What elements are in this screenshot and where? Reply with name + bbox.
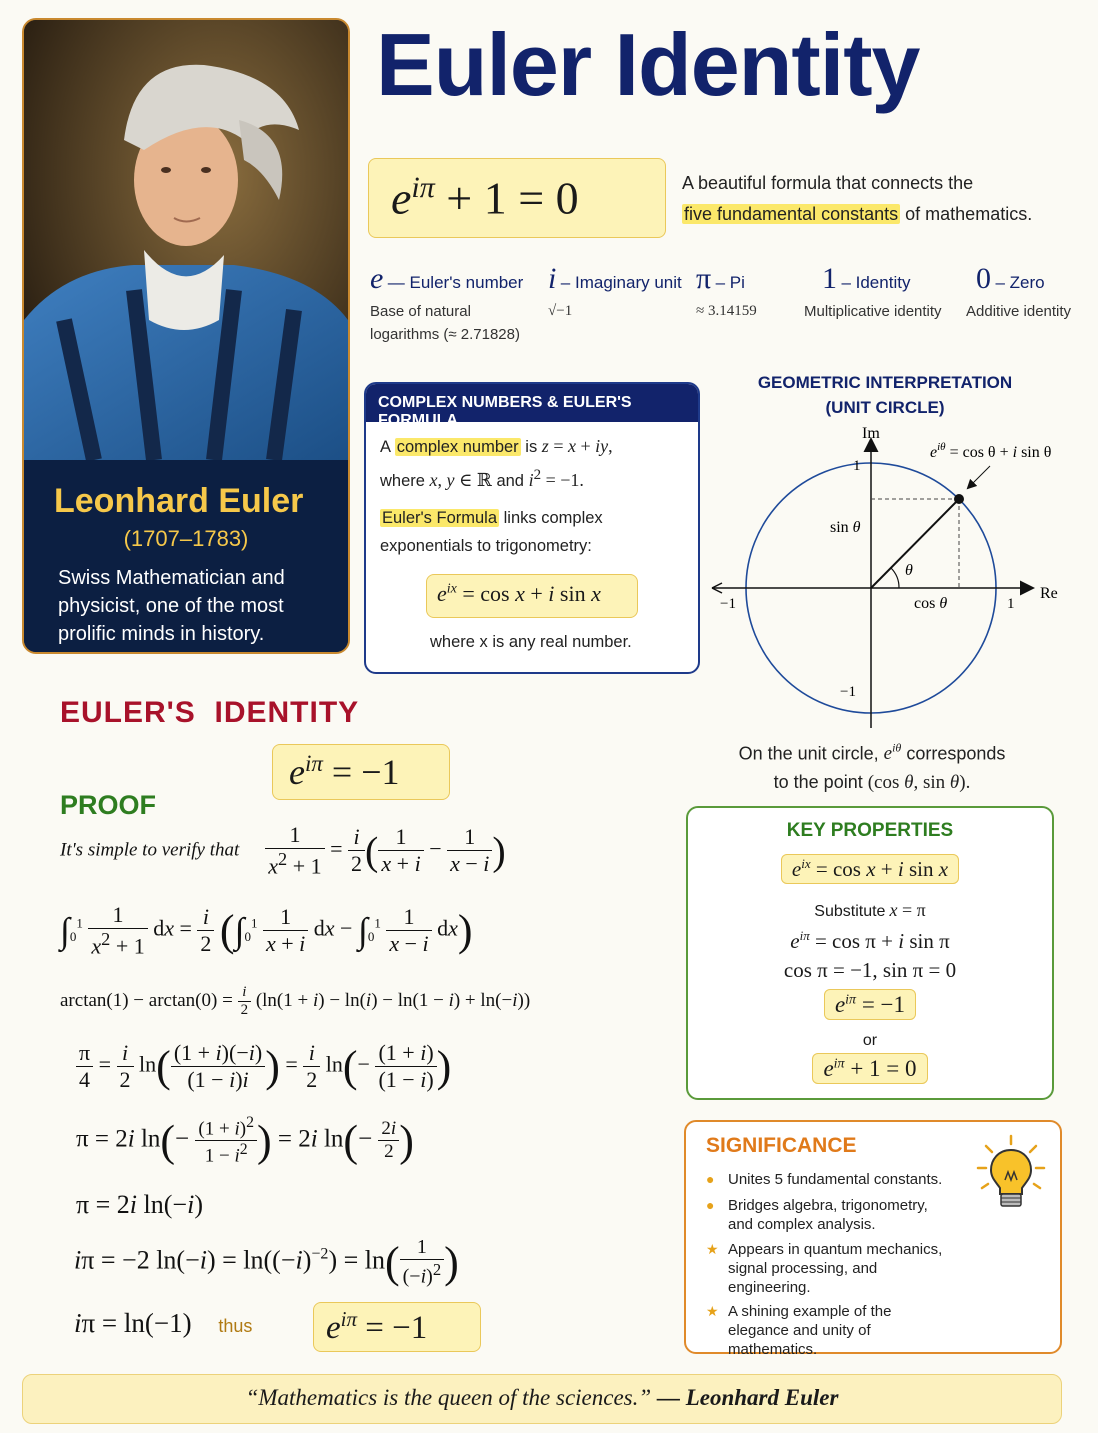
euler-portrait (24, 20, 348, 460)
bullet-icon: ● (706, 1197, 715, 1213)
constant-e (370, 262, 523, 346)
significance-item-text: Appears in quantum mechanics, signal processing, and engineering. (728, 1241, 943, 1296)
star-icon: ★ (706, 1241, 719, 1257)
kp-formula: $e^{ix} = \cos x + i$ sin x (688, 856, 1052, 882)
intro-line2: of mathematics. (905, 204, 1033, 224)
constant-name: — Euler's number (387, 273, 524, 292)
proof-intro: It's simple to verify that (60, 839, 240, 861)
eulers-formula-highlight: Euler's Formula (382, 509, 498, 527)
caption-part1: On the unit circle, (738, 743, 879, 764)
key-properties-title: KEY PROPERTIES (786, 820, 954, 841)
constant-desc: Additive identity (966, 303, 1072, 320)
kp-line-2: cos π = −1, sin π = 0 (783, 958, 957, 982)
geometric-title (730, 370, 1040, 420)
tick-label-top: 1 (853, 458, 861, 474)
text-where: where (380, 472, 425, 490)
constant-desc: Multiplicative identity (804, 303, 942, 320)
where-x-text: where x is any real number. (430, 633, 632, 651)
eulers-formula-text (380, 504, 603, 560)
complex-number-highlight: complex number (396, 438, 519, 456)
constant-i (548, 262, 682, 323)
caption-part2: corresponds (906, 743, 1006, 764)
constant-desc: Base of natural (370, 303, 471, 320)
sin-label: sin θ (830, 519, 861, 536)
significance-item (706, 1240, 956, 1297)
bullet-icon: ● (706, 1171, 715, 1187)
constant-symbol: e (370, 262, 384, 295)
text-links-2: exponentials to trigonometry: (380, 537, 592, 555)
proof-heading: PROOF (60, 790, 157, 820)
tick-label-bottom: −1 (840, 684, 856, 700)
identity-heading: EULER'S IDENTITY (60, 696, 360, 729)
point-formula-label: $e^{i\theta} = \cos \theta + i$ sin θ (930, 441, 1052, 461)
proof-line-4: $\frac{\pi}{4}$ = $\frac{i}{2}$ ln( $\frac{(1 + i)(-i)}{(1 - i)i}$ ) = $\frac{i}{2}$ ln(− $\frac{(1 + i)}{(1 - i)}$ ) (76, 1040, 451, 1093)
geometric-title-line1: GEOMETRIC INTERPRETATION (757, 373, 1013, 392)
text-is: is (525, 438, 538, 456)
text-and: and (496, 472, 524, 490)
complex-numbers-box (364, 382, 700, 674)
angle-arc (891, 568, 899, 588)
constant-desc-2: logarithms (≈ 2.71828) (370, 326, 520, 343)
constant-desc: ≈ 3.14159 (696, 303, 757, 319)
significance-item (706, 1170, 956, 1189)
star-icon: ★ (706, 1303, 719, 1319)
constant-pi (696, 262, 757, 323)
point-marker (954, 494, 964, 504)
proof-line-8: iπ = ln(−1) thus (74, 1308, 253, 1338)
kp-or-text: or (862, 1032, 878, 1049)
proof-line-2: $\int_0^1$ $\frac{1}{x^2 + 1}$ dx = $\frac{i}{2}$ ($\int_0^1$ $\frac{1}{x + i}$ dx − $\int_0^1$ $\frac{1}{x - i}$ dx) (60, 902, 473, 959)
bio-description: Swiss Mathematician and physicist, one of the most prolific minds in history. (58, 567, 285, 645)
significance-title: SIGNIFICANCE (706, 1134, 857, 1157)
kp-substitute-text: Substitute (814, 903, 886, 920)
geometric-title-line2: (UNIT CIRCLE) (825, 398, 945, 417)
lightbulb-icon (976, 1134, 1046, 1214)
eulers-formula-box: $e^{ix} = \cos x + i$ sin x (426, 574, 638, 618)
constant-name: – Pi (715, 273, 745, 292)
axis-re-label: Re (1040, 585, 1058, 602)
axis-im-label: Im (862, 425, 880, 442)
significance-item-text: Unites 5 fundamental constants. (728, 1171, 943, 1188)
text-a: A (380, 438, 391, 456)
complex-definition: A complex number is z = x + iy, where x, y ∈ ℝ and $i^2 = -1$. (380, 436, 613, 490)
kp-result-2: $e^{i\pi} + 1 = 0$ (688, 1056, 1052, 1082)
significance-item-text: Bridges algebra, trigonometry, and complex analysis. (728, 1197, 928, 1233)
significance-item (706, 1196, 956, 1234)
complex-heading: COMPLEX NUMBERS & EULER'S FORMULA (366, 384, 698, 422)
constant-one (804, 262, 942, 323)
proof-line-7: iπ = −2 $\ln(-i) = \ln((-i)^{-2}) = \ln$( $\frac{1}{(-i)^2}$ ) (74, 1236, 459, 1288)
constant-desc: √−1 (548, 303, 573, 319)
cos-label: cos θ (914, 595, 948, 612)
proof-line-5: π = 2i ln(− $\frac{(1 + i)^2}{1 - i^2}$ ) = 2i ln(− $\frac{2i}{2}$ ) (76, 1114, 414, 1167)
kp-or (688, 1032, 1052, 1050)
constant-symbol: π (696, 262, 712, 295)
intro-line1: A beautiful formula that connects the (682, 173, 974, 193)
kp-substitute: Substitute x = π (814, 900, 926, 920)
constant-symbol: 0 (976, 262, 991, 295)
kp-result-1: $e^{i\pi} = -1$ (688, 992, 1052, 1018)
constant-symbol: 1 (822, 262, 837, 295)
proof-line-6: π = 2i ln(−i) (76, 1190, 203, 1219)
constant-name: – Zero (995, 273, 1045, 292)
proof-line-3: arctan(1) − arctan(0) = $\frac{i}{2}$ (ln(1 + i) − ln(i) − ln(1 − i) + ln(−i)) (60, 984, 531, 1018)
constant-symbol: i (548, 262, 557, 295)
tick-label-right: 1 (1007, 596, 1015, 612)
constant-zero (966, 262, 1071, 323)
bio-years: (1707–1783) (123, 526, 249, 551)
radius-line (871, 499, 959, 588)
intro-highlight: five fundamental constants (684, 204, 899, 224)
key-properties-box (686, 806, 1054, 1100)
text-links: links complex (503, 509, 603, 527)
tick-label-left: −1 (720, 596, 736, 612)
theta-label: θ (905, 562, 913, 579)
caption-part3: to the point (773, 772, 863, 793)
unit-circle-diagram (700, 420, 1070, 732)
quote-text: “Mathematics is the queen of the sciences.” (245, 1385, 652, 1410)
identity-box: $e^{i\pi} = -1$ (272, 744, 450, 800)
geometric-caption: On the unit circle, $e^{i\theta}$ corresponds to the point (cos θ, sin θ). (738, 741, 1006, 794)
kp-line-1: $e^{i\pi} = \cos \pi + i$ sin π (790, 928, 950, 953)
significance-box (684, 1120, 1062, 1358)
bio-name: Leonhard Euler (54, 482, 304, 520)
intro-text (682, 168, 1082, 230)
constant-name: – Imaginary unit (560, 273, 682, 292)
portrait-card (22, 18, 350, 654)
significance-item-text: A shining example of the elegance and unity of mathematics. (728, 1303, 892, 1358)
constant-name: – Identity (841, 273, 911, 292)
proof-thus: thus (218, 1316, 253, 1336)
bio-panel (24, 460, 348, 652)
page-title: Euler Identity (376, 15, 920, 114)
quote-banner (22, 1374, 1062, 1424)
quote-author: — Leonhard Euler (656, 1385, 839, 1410)
main-equation: $e^{i\pi} + 1 = 0$ (368, 158, 666, 238)
final-identity-box: $e^{i\pi} = -1$ (313, 1302, 481, 1352)
significance-item (706, 1302, 956, 1359)
proof-line-1: It's simple to verify that $\frac{1}{x^2 + 1}$ = $\frac{i}{2}$ ( $\frac{1}{x + i}$ − $\frac{1}{x - i}$ ) (60, 822, 506, 879)
